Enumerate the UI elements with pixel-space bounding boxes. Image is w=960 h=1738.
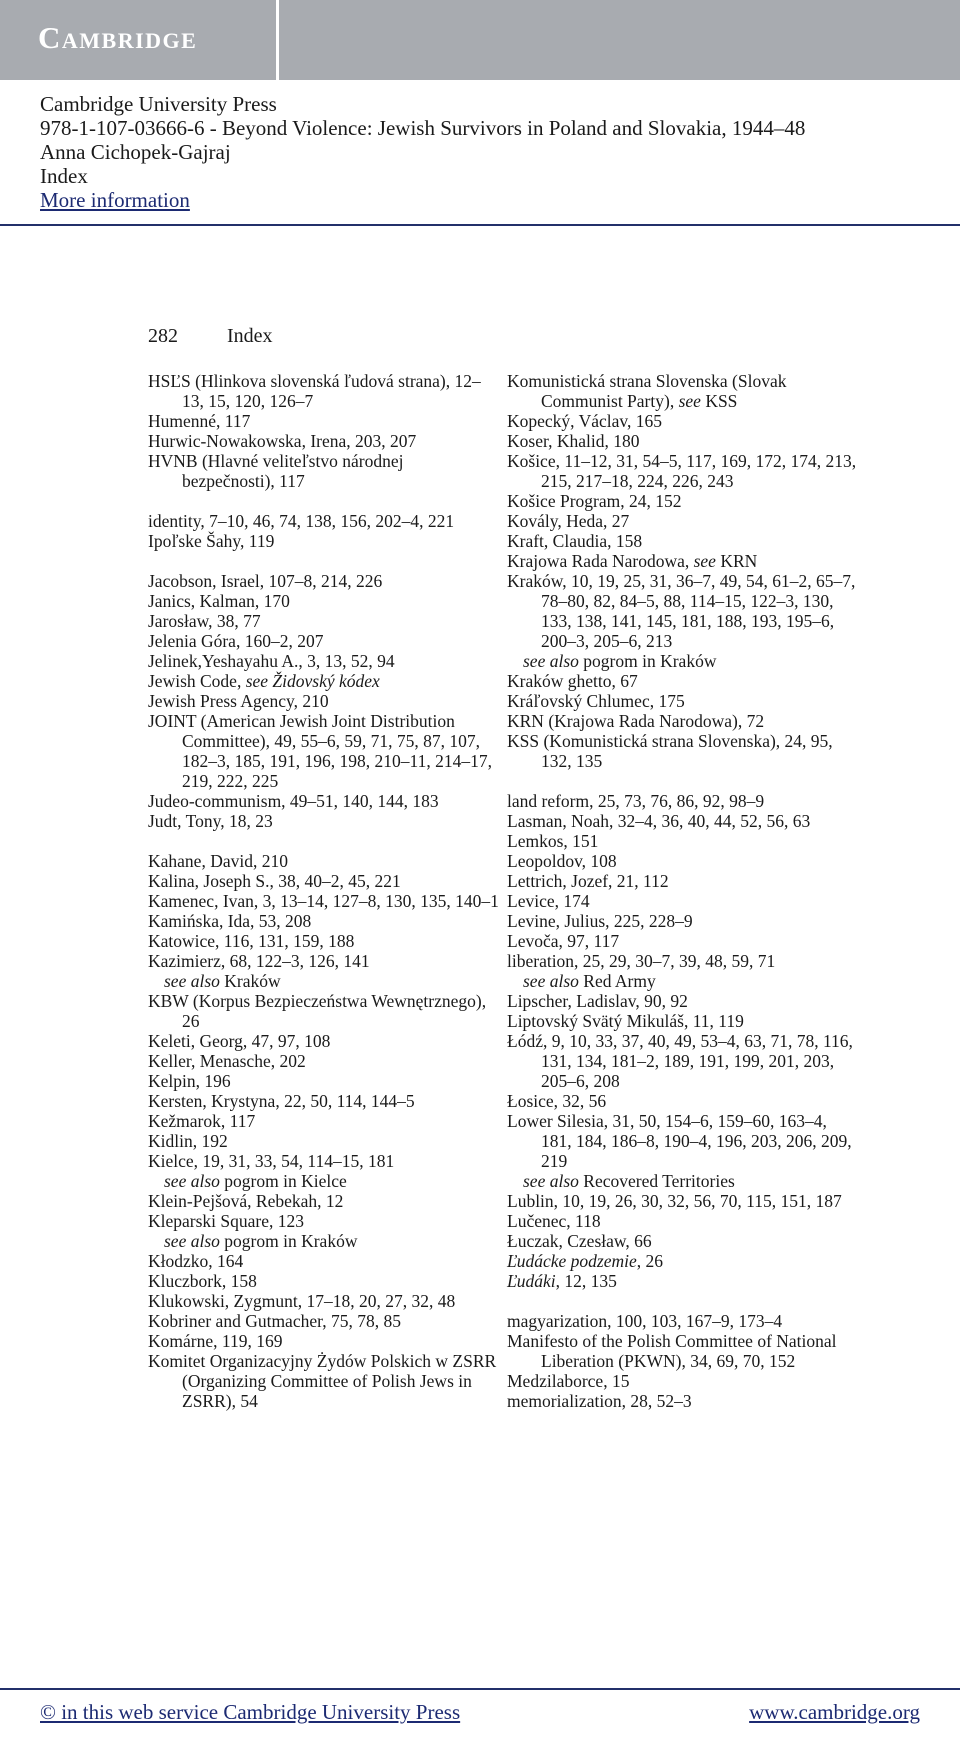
index-letter-gap [507,1291,859,1311]
index-entry-text: Koser, Khalid, 180 [507,431,640,451]
index-entry [507,811,859,831]
index-see-reference: see Židovský kódex [245,671,380,691]
index-entry [507,1271,859,1291]
index-entry-text: pogrom in Kraków [578,651,717,671]
index-entry-text: Recovered Territories [578,1171,735,1191]
index-see-reference: see [693,551,716,571]
index-entry [507,1111,859,1171]
index-entry-text: Judeo-communism, 49–51, 140, 144, 183 [148,791,439,811]
index-entry-text: Kráľovský Chlumec, 175 [507,691,685,711]
index-entry-text: Levoča, 97, 117 [507,931,620,951]
index-entry-text: Manifesto of the Polish Committee of National Liberation (PKWN), 34, 69, 70, 152 [507,1331,837,1371]
index-entry [148,431,500,451]
index-entry [148,1271,500,1291]
index-entry [148,1091,500,1111]
index-entry-text: Humenné, 117 [148,411,251,431]
index-entry [148,871,500,891]
index-entry-text: Jelinek,Yeshayahu A., 3, 13, 52, 94 [148,651,395,671]
index-entry [507,711,859,731]
index-entry [507,831,859,851]
index-entry-text: HVNB (Hlavné veliteľstvo národnej bezpečnosti), 117 [148,451,404,491]
index-entry-text: Judt, Tony, 18, 23 [148,811,273,831]
index-entry [148,411,500,431]
index-entry-text: Klein-Pejšová, Rebekah, 12 [148,1191,344,1211]
index-entry-text: identity, 7–10, 46, 74, 138, 156, 202–4, 221 [148,511,455,531]
index-entry [507,851,859,871]
index-entry [507,531,859,551]
index-see-reference: see also [164,1171,220,1191]
index-entry [148,991,500,1031]
index-entry [148,1251,500,1271]
index-entry [148,1291,500,1311]
index-entry-text: Keleti, Georg, 47, 97, 108 [148,1031,331,1051]
index-entry-text: pogrom in Kraków [219,1231,358,1251]
cambridge-banner [0,0,960,80]
index-entry [148,811,500,831]
index-entry-text: Kobriner and Gutmacher, 75, 78, 85 [148,1311,401,1331]
index-column-left [148,371,500,1411]
index-entry-text: Lasman, Noah, 32–4, 36, 40, 44, 52, 56, 63 [507,811,811,831]
index-entry [507,451,859,491]
index-entry-text: memorialization, 28, 52–3 [507,1391,692,1411]
index-entry [148,451,500,491]
index-entry [507,431,859,451]
index-entry [148,1051,500,1071]
index-entry [507,791,859,811]
index-subentry [148,1171,500,1191]
index-entry-text: Jewish Code, [148,671,246,691]
index-entry-text: Lower Silesia, 31, 50, 154–6, 159–60, 163–4, 181, 184, 186–8, 190–4, 196, 203, 206, 209, 219 [507,1111,852,1171]
index-entry-text: magyarization, 100, 103, 167–9, 173–4 [507,1311,783,1331]
index-entry [148,691,500,711]
index-entry [148,1311,500,1331]
index-entry [148,591,500,611]
index-entry-text: Lipscher, Ladislav, 90, 92 [507,991,688,1011]
index-entry-text: Kidlin, 192 [148,1131,228,1151]
index-see-reference: see also [523,971,579,991]
index-entry [507,1231,859,1251]
header-rule [0,224,960,226]
index-entry-text: Kopecký, Václav, 165 [507,411,663,431]
index-entry-text: Jewish Press Agency, 210 [148,691,329,711]
index-entry [507,1311,859,1331]
index-entry [148,571,500,591]
index-entry-text: Keller, Menasche, 202 [148,1051,306,1071]
index-entry-text: Janics, Kalman, 170 [148,591,290,611]
index-entry [507,1371,859,1391]
index-entry-text: Kelpin, 196 [148,1071,231,1091]
index-entry-text: Krajowa Rada Narodowa, [507,551,694,571]
index-entry-text: pogrom in Kielce [219,1171,347,1191]
index-letter-gap [507,771,859,791]
index-entry-text: Komárne, 119, 169 [148,1331,283,1351]
index-see-reference: see also [523,651,579,671]
index-entry [507,991,859,1011]
index-subentry [507,971,859,991]
index-entry-text: Kraków, 10, 19, 25, 31, 36–7, 49, 54, 61–2, 65–7, 78–80, 82, 84–5, 88, 114–15, 122–3, 130, 133, 138, 141, 145, 181, 188, 193, 195–6, 200–3, 205–6, 213 [507,571,856,651]
index-entry [507,411,859,431]
index-entry [148,911,500,931]
index-entry [148,371,500,411]
index-entry-text: Łódź, 9, 10, 33, 37, 40, 49, 53–4, 63, 71, 78, 116, 131, 134, 181–2, 189, 191, 199, 201, 203, 205–6, 208 [507,1031,853,1091]
running-head [148,325,273,348]
index-letter-gap [148,831,500,851]
index-entry-text: Liptovský Svätý Mikuláš, 11, 119 [507,1011,744,1031]
index-entry [507,551,859,571]
index-entry-text: Łosice, 32, 56 [507,1091,607,1111]
index-entry-text: Kłodzko, 164 [148,1251,244,1271]
index-entry [507,1391,859,1411]
index-entry [148,931,500,951]
index-entry [148,1211,500,1231]
index-entry-text: Kamińska, Ida, 53, 208 [148,911,312,931]
index-entry [148,671,500,691]
index-entry [507,691,859,711]
index-entry-text: Kahane, David, 210 [148,851,288,871]
index-see-reference: Ľudácke podzemie [507,1251,637,1271]
index-see-target: KSS [700,391,738,411]
index-entry-text: KRN (Krajowa Rada Narodowa), 72 [507,711,765,731]
index-entry-text: , 12, 135 [555,1271,617,1291]
index-entry-text: KSS (Komunistická strana Slovenska), 24, 95, 132, 135 [507,731,833,771]
index-entry-text: Łuczak, Czesław, 66 [507,1231,652,1251]
index-entry [507,671,859,691]
index-entry [507,931,859,951]
index-entry-text: Kazimierz, 68, 122–3, 126, 141 [148,951,370,971]
index-entry-text: Lučenec, 118 [507,1211,601,1231]
index-entry-text: Jelenia Góra, 160–2, 207 [148,631,324,651]
index-entry [148,611,500,631]
index-entry-text: Lemkos, 151 [507,831,599,851]
footer-rule [0,1688,960,1690]
index-entry-text: Jacobson, Israel, 107–8, 214, 226 [148,571,383,591]
index-entry [507,1211,859,1231]
index-entry-text: Leopoldov, 108 [507,851,617,871]
index-entry [148,1131,500,1151]
index-entry [507,871,859,891]
index-entry-text: Kalina, Joseph S., 38, 40–2, 45, 221 [148,871,401,891]
index-entry-text: Medzilaborce, 15 [507,1371,630,1391]
index-entry [507,571,859,651]
index-entry-text: Kraków [219,971,281,991]
index-entry [148,791,500,811]
index-entry-text: Košice Program, 24, 152 [507,491,682,511]
index-entry-text: Lublin, 10, 19, 26, 30, 32, 56, 70, 115, 151, 187 [507,1191,842,1211]
index-column-right [507,371,859,1411]
index-entry [507,371,859,411]
index-entry-text: Kluczbork, 158 [148,1271,257,1291]
index-entry [148,651,500,671]
index-entry-text: Kielce, 19, 31, 33, 54, 114–15, 181 [148,1151,395,1171]
index-see-target: KRN [715,551,758,571]
more-information-link[interactable]: More information [40,188,190,212]
index-entry [507,491,859,511]
index-see-reference: Ľudáki [507,1271,556,1291]
index-subentry [507,1171,859,1191]
index-entry-text: land reform, 25, 73, 76, 86, 92, 98–9 [507,791,765,811]
index-entry [148,891,500,911]
index-subentry [148,971,500,991]
index-entry-text: Ipoľske Šahy, 119 [148,531,275,551]
index-entry [507,1031,859,1091]
index-entry [148,951,500,971]
index-entry-text: Red Army [578,971,656,991]
index-entry-text: Košice, 11–12, 31, 54–5, 117, 169, 172, 174, 213, 215, 217–18, 224, 226, 243 [507,451,857,491]
cambridge-website-link[interactable]: www.cambridge.org [749,1700,920,1724]
index-letter-gap [148,491,500,511]
running-head-title: Index [227,325,273,347]
copyright-link[interactable]: © in this web service Cambridge University Press [40,1700,461,1724]
index-entry [148,1031,500,1051]
index-entry-text: Levice, 174 [507,891,590,911]
author-line: Anna Cichopek-Gajraj [40,140,231,164]
index-entry [507,1011,859,1031]
index-entry [148,711,500,791]
index-entry [148,531,500,551]
index-entry [507,1091,859,1111]
index-entry [507,1331,859,1371]
index-entry [507,511,859,531]
index-entry-text: Kersten, Krystyna, 22, 50, 114, 144–5 [148,1091,415,1111]
index-entry [148,1071,500,1091]
index-entry [507,731,859,771]
index-see-reference: see also [523,1171,579,1191]
index-entry-text: HSĽS (Hlinkova slovenská ľudová strana), 12–13, 15, 120, 126–7 [148,371,481,411]
index-entry-text: , 26 [636,1251,664,1271]
index-entry-text: Kežmarok, 117 [148,1111,256,1131]
banner-divider [276,0,279,80]
index-entry [507,951,859,971]
index-entry [148,851,500,871]
index-entry-text: Katowice, 116, 131, 159, 188 [148,931,355,951]
index-entry [148,1191,500,1211]
index-entry [148,511,500,531]
index-entry-text: Kraków ghetto, 67 [507,671,638,691]
index-entry-text: Kovály, Heda, 27 [507,511,630,531]
index-entry [507,891,859,911]
index-entry [148,1151,500,1171]
index-entry-text: Komitet Organizacyjny Żydów Polskich w ZSRR (Organizing Committee of Polish Jews in ZSRR), 54 [148,1351,497,1411]
index-subentry [148,1231,500,1251]
cambridge-logo: Cambridge [38,20,198,55]
section-line: Index [40,164,88,188]
index-entry [148,1351,500,1411]
index-entry-text: Kraft, Claudia, 158 [507,531,643,551]
index-entry-text: Hurwic-Nowakowska, Irena, 203, 207 [148,431,417,451]
index-entry-text: Levine, Julius, 225, 228–9 [507,911,693,931]
publisher-line: Cambridge University Press [40,92,277,116]
index-entry-text: KBW (Korpus Bezpieczeństwa Wewnętrznego), 26 [148,991,487,1031]
index-entry-text: Lettrich, Jozef, 21, 112 [507,871,669,891]
index-entry-text: Kamenec, Ivan, 3, 13–14, 127–8, 130, 135, 140–1 [148,891,499,911]
book-metadata [40,92,805,212]
index-entry [507,911,859,931]
index-entry [148,1331,500,1351]
book-title-line: 978-1-107-03666-6 - Beyond Violence: Jewish Survivors in Poland and Slovakia, 1944–48 [40,116,806,140]
index-see-reference: see also [164,971,220,991]
index-entry [507,1251,859,1271]
index-entry [148,1111,500,1131]
page-number: 282 [148,325,178,347]
index-entry-text: liberation, 25, 29, 30–7, 39, 48, 59, 71 [507,951,776,971]
index-entry-text: Jarosław, 38, 77 [148,611,261,631]
index-entry [148,631,500,651]
index-subentry [507,651,859,671]
index-entry [507,1191,859,1211]
index-see-reference: see [678,391,701,411]
index-letter-gap [148,551,500,571]
index-entry-text: Komunistická strana Slovenska (Slovak Communist Party), [507,371,787,411]
index-entry-text: Klukowski, Zygmunt, 17–18, 20, 27, 32, 48 [148,1291,456,1311]
index-see-reference: see also [164,1231,220,1251]
index-entry-text: Kleparski Square, 123 [148,1211,305,1231]
index-entry-text: JOINT (American Jewish Joint Distribution Committee), 49, 55–6, 59, 71, 75, 87, 107, 182–3, 185, 191, 196, 198, 210–11, 214–17, 219, 222, 225 [148,711,492,791]
